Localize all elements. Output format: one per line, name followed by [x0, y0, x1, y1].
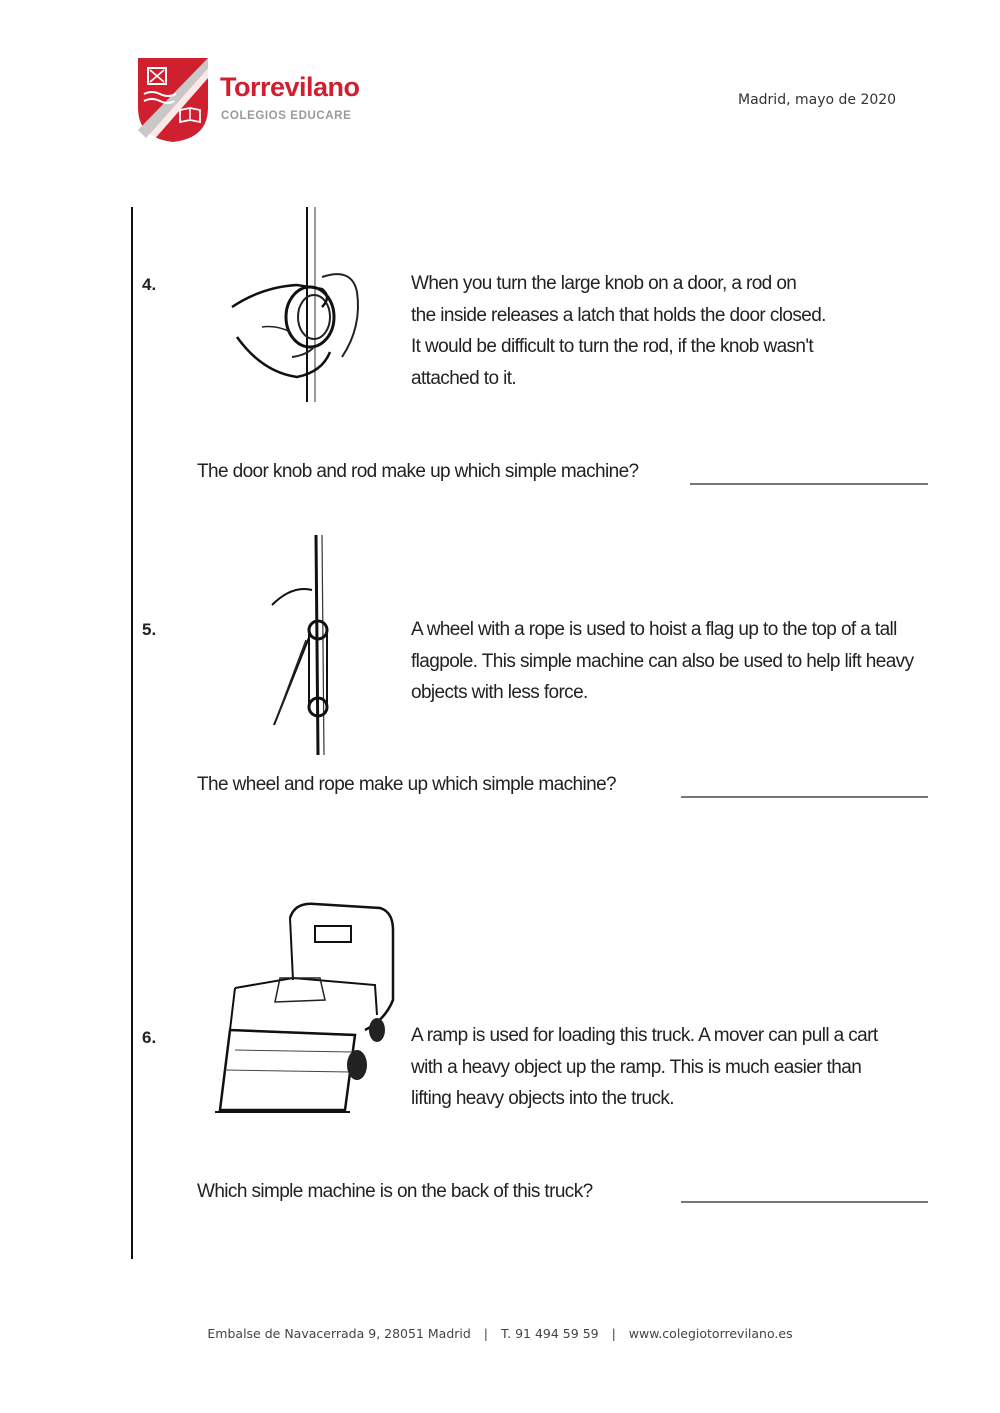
flagpole-pulley-icon: [262, 535, 342, 755]
item-description: [411, 1020, 878, 1115]
footer-separator: |: [611, 1326, 616, 1341]
door-knob-hand-icon: [222, 207, 387, 402]
item-question: The wheel and rope make up which simple machine?: [197, 774, 616, 795]
description-line: When you turn the large knob on a door, a rod on: [411, 273, 797, 294]
footer-website[interactable]: www.colegiotorrevilano.es: [628, 1326, 793, 1341]
item-number: 6.: [142, 1028, 157, 1047]
description-line: lifting heavy objects into the truck.: [411, 1088, 674, 1109]
item-description: [411, 268, 826, 394]
description-line: with a heavy object up the ramp. This is much easier than: [411, 1056, 862, 1078]
description-line: A ramp is used for loading this truck. A mover can pull a cart: [411, 1025, 878, 1046]
margin-rule: [131, 207, 133, 1259]
description-line: It would be difficult to turn the rod, if the knob wasn't: [411, 336, 814, 357]
item-number: 5.: [142, 620, 157, 639]
truck-ramp-icon: [205, 890, 400, 1120]
footer-address: Embalse de Navacerrada 9, 28051 Madrid: [207, 1326, 471, 1341]
item-description: [411, 614, 913, 709]
footer-separator: |: [483, 1326, 489, 1341]
school-name: Torrevilano: [220, 72, 360, 102]
item-number: 4.: [142, 275, 157, 294]
answer-blank[interactable]: [681, 796, 928, 798]
description-line: flagpole. This simple machine can also be used to help lift heavy: [411, 650, 914, 672]
footer-phone: T. 91 494 59 59: [501, 1326, 599, 1341]
answer-blank[interactable]: [681, 1201, 928, 1203]
description-line: the inside releases a latch that holds the door closed.: [411, 304, 826, 326]
description-line: attached to it.: [411, 367, 517, 389]
footer: [0, 1326, 1000, 1341]
item-question: The door knob and rod make up which simple machine?: [197, 461, 639, 482]
school-subtitle: COLEGIOS EDUCARE: [221, 110, 352, 122]
description-line: A wheel with a rope is used to hoist a flag up to the top of a tall: [411, 619, 897, 640]
description-line: objects with less force.: [411, 682, 588, 703]
item-question: Which simple machine is on the back of this truck?: [197, 1181, 593, 1202]
school-crest-icon: [138, 58, 208, 142]
answer-blank[interactable]: [690, 483, 928, 485]
school-logo: [138, 58, 378, 144]
document-date: Madrid, mayo de 2020: [738, 92, 897, 108]
